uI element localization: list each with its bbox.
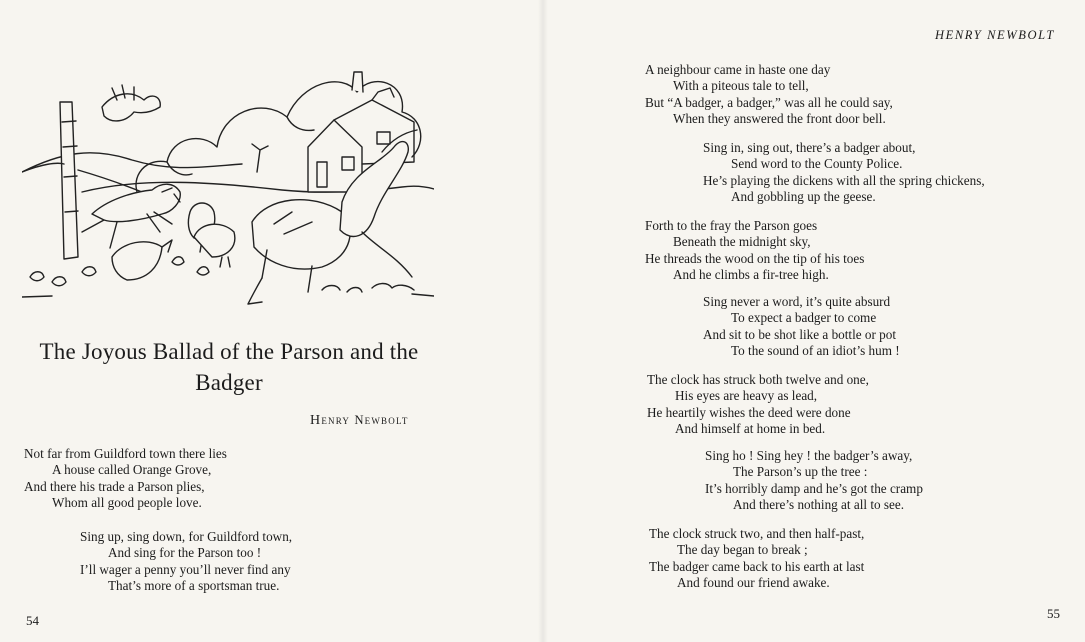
poem-line: He threads the wood on the tip of his toes [645, 250, 865, 266]
poem-line: When they answered the front door bell. [673, 110, 886, 126]
poem-line: His eyes are heavy as lead, [675, 388, 818, 404]
poem-line: Sing never a word, it’s quite absurd [703, 294, 891, 309]
stanza-7 [647, 372, 869, 437]
running-head: HENRY NEWBOLT [935, 28, 1055, 42]
poem-line: And there’s nothing at all to see. [733, 496, 905, 512]
poem-line: To the sound of an idiot’s hum ! [731, 342, 900, 358]
poem-line: Whom all good people love. [52, 494, 202, 510]
poem-line: And found our friend awake. [677, 574, 830, 590]
poem-line: The clock has struck both twelve and one, [647, 372, 869, 387]
poem-line: Forth to the fray the Parson goes [645, 218, 818, 233]
poem-line: Send word to the County Police. [731, 156, 903, 172]
poem-line: With a piteous tale to tell, [673, 78, 809, 94]
author-name: Henry Newbolt [310, 413, 409, 428]
right-page [545, 0, 1085, 642]
badger-illustration [22, 52, 434, 307]
poem-title: The Joyous Ballad of the Parson and the Badger [39, 339, 419, 395]
poem-line: Sing up, sing down, for Guildford town, [80, 529, 293, 544]
poem-line: Beneath the midnight sky, [673, 234, 811, 250]
poem-line: That’s more of a sportsman true. [108, 577, 280, 593]
page-number: 55 [1047, 606, 1060, 621]
poem-line: A house called Orange Grove, [52, 462, 212, 478]
poem-line: Not far from Guildford town there lies [24, 446, 227, 461]
poem-line: The badger came back to his earth at last [649, 558, 865, 574]
poem-line: Sing in, sing out, there’s a badger about, [703, 140, 916, 155]
left-page [0, 0, 540, 642]
stanza-4 [703, 140, 985, 205]
stanza-8 [705, 448, 923, 513]
poem-line: The clock struck two, and then half-past, [649, 526, 865, 541]
poem-line: I’ll wager a penny you’ll never find any [80, 561, 291, 577]
poem-line: He heartily wishes the deed were done [647, 404, 851, 420]
stanza-5 [645, 218, 864, 283]
stanza-3 [645, 62, 893, 127]
poem-line: He’s playing the dickens with all the spring chickens, [703, 172, 985, 188]
poem-line: And there his trade a Parson plies, [24, 478, 205, 494]
stanza-2 [80, 529, 292, 594]
poem-line: And sit to be shot like a bottle or pot [703, 326, 897, 342]
poem-line: It’s horribly damp and he’s got the cramp [705, 480, 923, 496]
stanza-1 [24, 446, 227, 511]
poem-line: A neighbour came in haste one day [645, 62, 831, 77]
poem-line: The Parson’s up the tree : [733, 464, 868, 480]
poem-line: And he climbs a fir-tree high. [673, 266, 829, 282]
poem-line: But “A badger, a badger,” was all he could say, [645, 94, 893, 110]
stanza-9 [649, 526, 864, 591]
poem-line: And himself at home in bed. [675, 420, 826, 436]
poem-line: And gobbling up the geese. [731, 188, 876, 204]
stanza-6 [703, 294, 900, 359]
poem-line: And sing for the Parson too ! [108, 545, 262, 561]
poem-line: The day began to break ; [677, 542, 808, 558]
poem-line: To expect a badger to come [731, 310, 877, 326]
page-number: 54 [26, 613, 39, 628]
poem-line: Sing ho ! Sing hey ! the badger’s away, [705, 448, 913, 463]
